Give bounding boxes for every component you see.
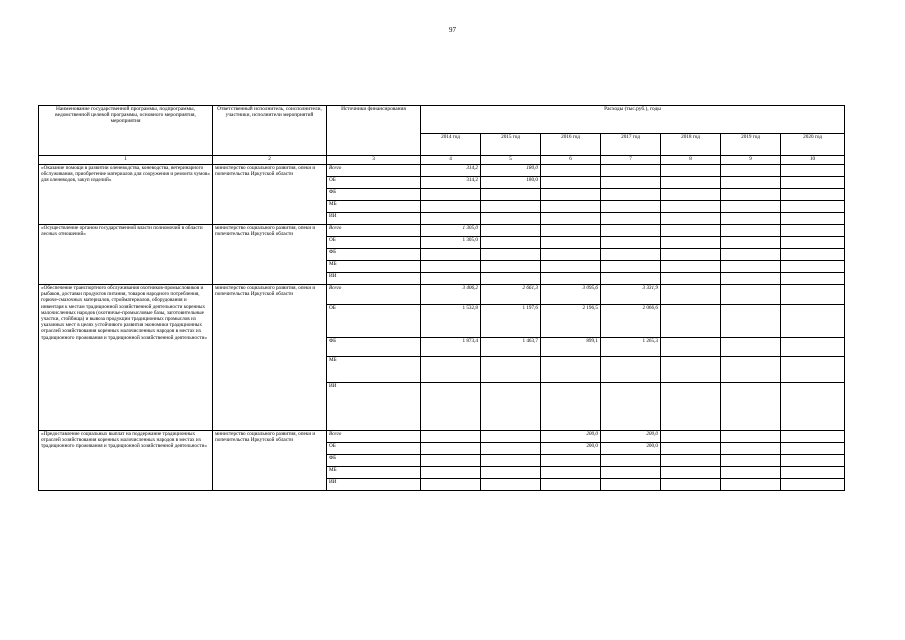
amount-cell xyxy=(721,285,781,305)
amount-cell: 200,0 xyxy=(541,431,601,443)
amount-cell xyxy=(541,479,601,491)
amount-cell xyxy=(481,189,541,201)
amount-cell xyxy=(421,443,481,455)
funding-source: ОБ xyxy=(327,305,421,338)
funding-source: ФБ xyxy=(327,455,421,467)
amount-cell xyxy=(721,479,781,491)
funding-source: ФБ xyxy=(327,189,421,201)
amount-cell: 1 532,8 xyxy=(421,305,481,338)
amount-cell xyxy=(541,357,601,383)
amount-cell xyxy=(661,357,721,383)
amount-cell xyxy=(481,455,541,467)
funding-source: МБ xyxy=(327,357,421,383)
amount-cell xyxy=(721,189,781,201)
amount-cell xyxy=(541,467,601,479)
amount-cell: 2 066,6 xyxy=(601,305,661,338)
amount-cell: 314,2 xyxy=(421,177,481,189)
amount-cell: 3 406,2 xyxy=(421,285,481,305)
financing-table xyxy=(38,105,845,491)
amount-cell xyxy=(421,213,481,225)
executor: министерство социального развития, опеки и попечительства Иркутской области xyxy=(213,225,327,285)
amount-cell xyxy=(421,357,481,383)
amount-cell xyxy=(781,225,845,237)
amount-cell xyxy=(781,338,845,357)
amount-cell: 200,0 xyxy=(541,443,601,455)
amount-cell xyxy=(721,338,781,357)
amount-cell xyxy=(781,177,845,189)
amount-cell xyxy=(721,177,781,189)
table-row xyxy=(39,285,845,305)
amount-cell xyxy=(661,305,721,338)
column-number: 2 xyxy=(213,156,327,165)
column-number: 9 xyxy=(721,156,781,165)
amount-cell xyxy=(781,305,845,338)
amount-cell xyxy=(541,165,601,177)
amount-cell: 3 095,6 xyxy=(541,285,601,305)
amount-cell xyxy=(661,237,721,249)
measure-name: «Обеспечение транспортного обслуживания охотников-промысловиков и рыбаков, доставки продуктов питания, товаров народного потребления, горюче-смазочных материалов, стройматериалов, оборудования и инвентаря к местам традиционной хозяйственной деятельности коренных малочисленных народов (охотничье-промысловые базы, заготовительные участки, стойбища) и вывоза продукции традиционных промыслов из указанных мест в целях устойчивого развития экономики традиционных отраслей хозяйствования коренных малочисленных народов в местах их традиционного проживания и традиционной хозяйственной деятельности» xyxy=(39,285,213,431)
funding-source: Всего xyxy=(327,285,421,305)
amount-cell xyxy=(421,273,481,285)
amount-cell xyxy=(781,165,845,177)
funding-source: МБ xyxy=(327,467,421,479)
amount-cell xyxy=(661,479,721,491)
amount-cell xyxy=(781,213,845,225)
amount-cell xyxy=(781,467,845,479)
amount-cell: 2 661,3 xyxy=(481,285,541,305)
amount-cell xyxy=(421,479,481,491)
amount-cell: 180,0 xyxy=(481,165,541,177)
amount-cell xyxy=(721,213,781,225)
amount-cell xyxy=(661,443,721,455)
amount-cell xyxy=(541,273,601,285)
amount-cell xyxy=(781,237,845,249)
amount-cell xyxy=(661,189,721,201)
column-number: 4 xyxy=(421,156,481,165)
amount-cell xyxy=(721,431,781,443)
amount-cell xyxy=(781,189,845,201)
column-number: 10 xyxy=(781,156,845,165)
amount-cell: 2 196,5 xyxy=(541,305,601,338)
header-year: 2018 год xyxy=(661,134,721,156)
header-year: 2019 год xyxy=(721,134,781,156)
amount-cell xyxy=(481,249,541,261)
amount-cell xyxy=(481,431,541,443)
amount-cell xyxy=(421,467,481,479)
amount-cell xyxy=(661,285,721,305)
amount-cell: 1 305,0 xyxy=(421,225,481,237)
amount-cell xyxy=(661,431,721,443)
amount-cell: 200,0 xyxy=(601,431,661,443)
column-number: 7 xyxy=(601,156,661,165)
amount-cell xyxy=(661,455,721,467)
amount-cell xyxy=(781,479,845,491)
amount-cell xyxy=(541,249,601,261)
amount-cell: 1 463,7 xyxy=(481,338,541,357)
amount-cell xyxy=(481,237,541,249)
table-row xyxy=(39,431,845,443)
amount-cell: 180,0 xyxy=(481,177,541,189)
amount-cell: 314,2 xyxy=(421,165,481,177)
amount-cell xyxy=(721,383,781,431)
amount-cell xyxy=(661,249,721,261)
amount-cell: 3 331,9 xyxy=(601,285,661,305)
funding-source: Всего xyxy=(327,225,421,237)
amount-cell xyxy=(481,225,541,237)
amount-cell xyxy=(481,273,541,285)
amount-cell: 1 197,6 xyxy=(481,305,541,338)
amount-cell xyxy=(781,455,845,467)
amount-cell xyxy=(601,467,661,479)
funding-source: ИИ xyxy=(327,479,421,491)
measure-name: «Осуществление органом государственной власти полномочий в области лесных отношений» xyxy=(39,225,213,285)
amount-cell xyxy=(721,237,781,249)
amount-cell xyxy=(601,213,661,225)
header-year: 2015 год xyxy=(481,134,541,156)
executor: министерство социального развития, опеки и попечительства Иркутской области xyxy=(213,431,327,491)
amount-cell xyxy=(541,177,601,189)
amount-cell xyxy=(661,383,721,431)
amount-cell xyxy=(601,249,661,261)
amount-cell xyxy=(541,201,601,213)
amount-cell xyxy=(421,189,481,201)
header-expenses: Расходы (тыс.руб.), годы xyxy=(421,106,845,134)
funding-source: ИИ xyxy=(327,383,421,431)
funding-source: Всего xyxy=(327,165,421,177)
amount-cell xyxy=(661,467,721,479)
amount-cell: 1 265,3 xyxy=(601,338,661,357)
amount-cell xyxy=(601,165,661,177)
measure-name: «Предоставление социальных выплат на поддержание традиционных отраслей хозяйствования коренных малочисленных народов в местах их традиционного проживания и традиционной хозяйственной деятельности» xyxy=(39,431,213,491)
amount-cell: 1 873,4 xyxy=(421,338,481,357)
amount-cell xyxy=(541,261,601,273)
amount-cell xyxy=(721,273,781,285)
amount-cell xyxy=(481,213,541,225)
amount-cell xyxy=(781,383,845,431)
amount-cell: 200,0 xyxy=(601,443,661,455)
amount-cell xyxy=(721,261,781,273)
table-row xyxy=(39,165,845,177)
amount-cell: 1 305,0 xyxy=(421,237,481,249)
amount-cell xyxy=(541,189,601,201)
funding-source: ИИ xyxy=(327,213,421,225)
amount-cell xyxy=(781,201,845,213)
amount-cell xyxy=(421,383,481,431)
amount-cell xyxy=(661,213,721,225)
measure-name: «Оказание помощи в развитии оленеводства, коневодства, ветеринарного обслуживания, приобретение материалов для сооружения и ремонта чумов» для оленеводов, закуп изделий» xyxy=(39,165,213,225)
column-number: 1 xyxy=(39,156,213,165)
header-name: Наименование государственной программы, подпрограммы, ведомственной целевой программы, основного мероприятия, мероприятия xyxy=(39,106,213,156)
amount-cell xyxy=(781,249,845,261)
amount-cell xyxy=(421,261,481,273)
amount-cell xyxy=(481,443,541,455)
amount-cell xyxy=(541,383,601,431)
amount-cell xyxy=(781,443,845,455)
amount-cell xyxy=(721,225,781,237)
column-number: 5 xyxy=(481,156,541,165)
funding-source: МБ xyxy=(327,261,421,273)
page-number: 97 xyxy=(449,26,456,34)
header-year: 2014 год xyxy=(421,134,481,156)
amount-cell xyxy=(661,273,721,285)
amount-cell xyxy=(781,431,845,443)
table-body xyxy=(39,165,845,491)
funding-source: ФБ xyxy=(327,338,421,357)
amount-cell xyxy=(781,285,845,305)
header-year: 2017 год xyxy=(601,134,661,156)
funding-source: МБ xyxy=(327,201,421,213)
executor: министерство социального развития, опеки и попечительства Иркутской области xyxy=(213,285,327,431)
amount-cell xyxy=(661,261,721,273)
amount-cell xyxy=(481,479,541,491)
amount-cell xyxy=(721,357,781,383)
amount-cell xyxy=(481,383,541,431)
amount-cell xyxy=(601,189,661,201)
funding-source: Всего xyxy=(327,431,421,443)
amount-cell xyxy=(541,225,601,237)
amount-cell xyxy=(721,455,781,467)
funding-source: ОБ xyxy=(327,443,421,455)
amount-cell xyxy=(601,273,661,285)
column-number: 8 xyxy=(661,156,721,165)
amount-cell xyxy=(601,383,661,431)
amount-cell xyxy=(781,273,845,285)
amount-cell xyxy=(721,249,781,261)
amount-cell xyxy=(421,249,481,261)
amount-cell xyxy=(421,455,481,467)
amount-cell xyxy=(481,467,541,479)
amount-cell xyxy=(601,261,661,273)
header-year: 2020 год xyxy=(781,134,845,156)
header-source: Источники финансирования xyxy=(327,106,421,156)
funding-source: ОБ xyxy=(327,237,421,249)
amount-cell xyxy=(601,237,661,249)
amount-cell xyxy=(481,357,541,383)
amount-cell xyxy=(601,479,661,491)
amount-cell xyxy=(721,443,781,455)
amount-cell xyxy=(781,357,845,383)
funding-source: ОБ xyxy=(327,177,421,189)
header-executor: Ответственный исполнитель, соисполнители, участники, исполнители мероприятий xyxy=(213,106,327,156)
amount-cell xyxy=(721,165,781,177)
amount-cell xyxy=(541,237,601,249)
amount-cell xyxy=(661,338,721,357)
table-row xyxy=(39,225,845,237)
amount-cell xyxy=(721,467,781,479)
amount-cell xyxy=(721,305,781,338)
amount-cell xyxy=(781,261,845,273)
amount-cell xyxy=(721,201,781,213)
amount-cell xyxy=(601,455,661,467)
column-number: 6 xyxy=(541,156,601,165)
amount-cell xyxy=(661,201,721,213)
column-number: 3 xyxy=(327,156,421,165)
amount-cell xyxy=(481,261,541,273)
funding-source: ФБ xyxy=(327,249,421,261)
amount-cell xyxy=(481,201,541,213)
amount-cell xyxy=(601,177,661,189)
executor: министерство социального развития, опеки и попечительства Иркутской области xyxy=(213,165,327,225)
amount-cell xyxy=(601,225,661,237)
header-year: 2016 год xyxy=(541,134,601,156)
amount-cell xyxy=(541,455,601,467)
amount-cell: 899,1 xyxy=(541,338,601,357)
amount-cell xyxy=(421,201,481,213)
amount-cell xyxy=(661,177,721,189)
funding-source: ИИ xyxy=(327,273,421,285)
amount-cell xyxy=(661,165,721,177)
amount-cell xyxy=(541,213,601,225)
amount-cell xyxy=(601,201,661,213)
amount-cell xyxy=(661,225,721,237)
amount-cell xyxy=(421,431,481,443)
amount-cell xyxy=(601,357,661,383)
